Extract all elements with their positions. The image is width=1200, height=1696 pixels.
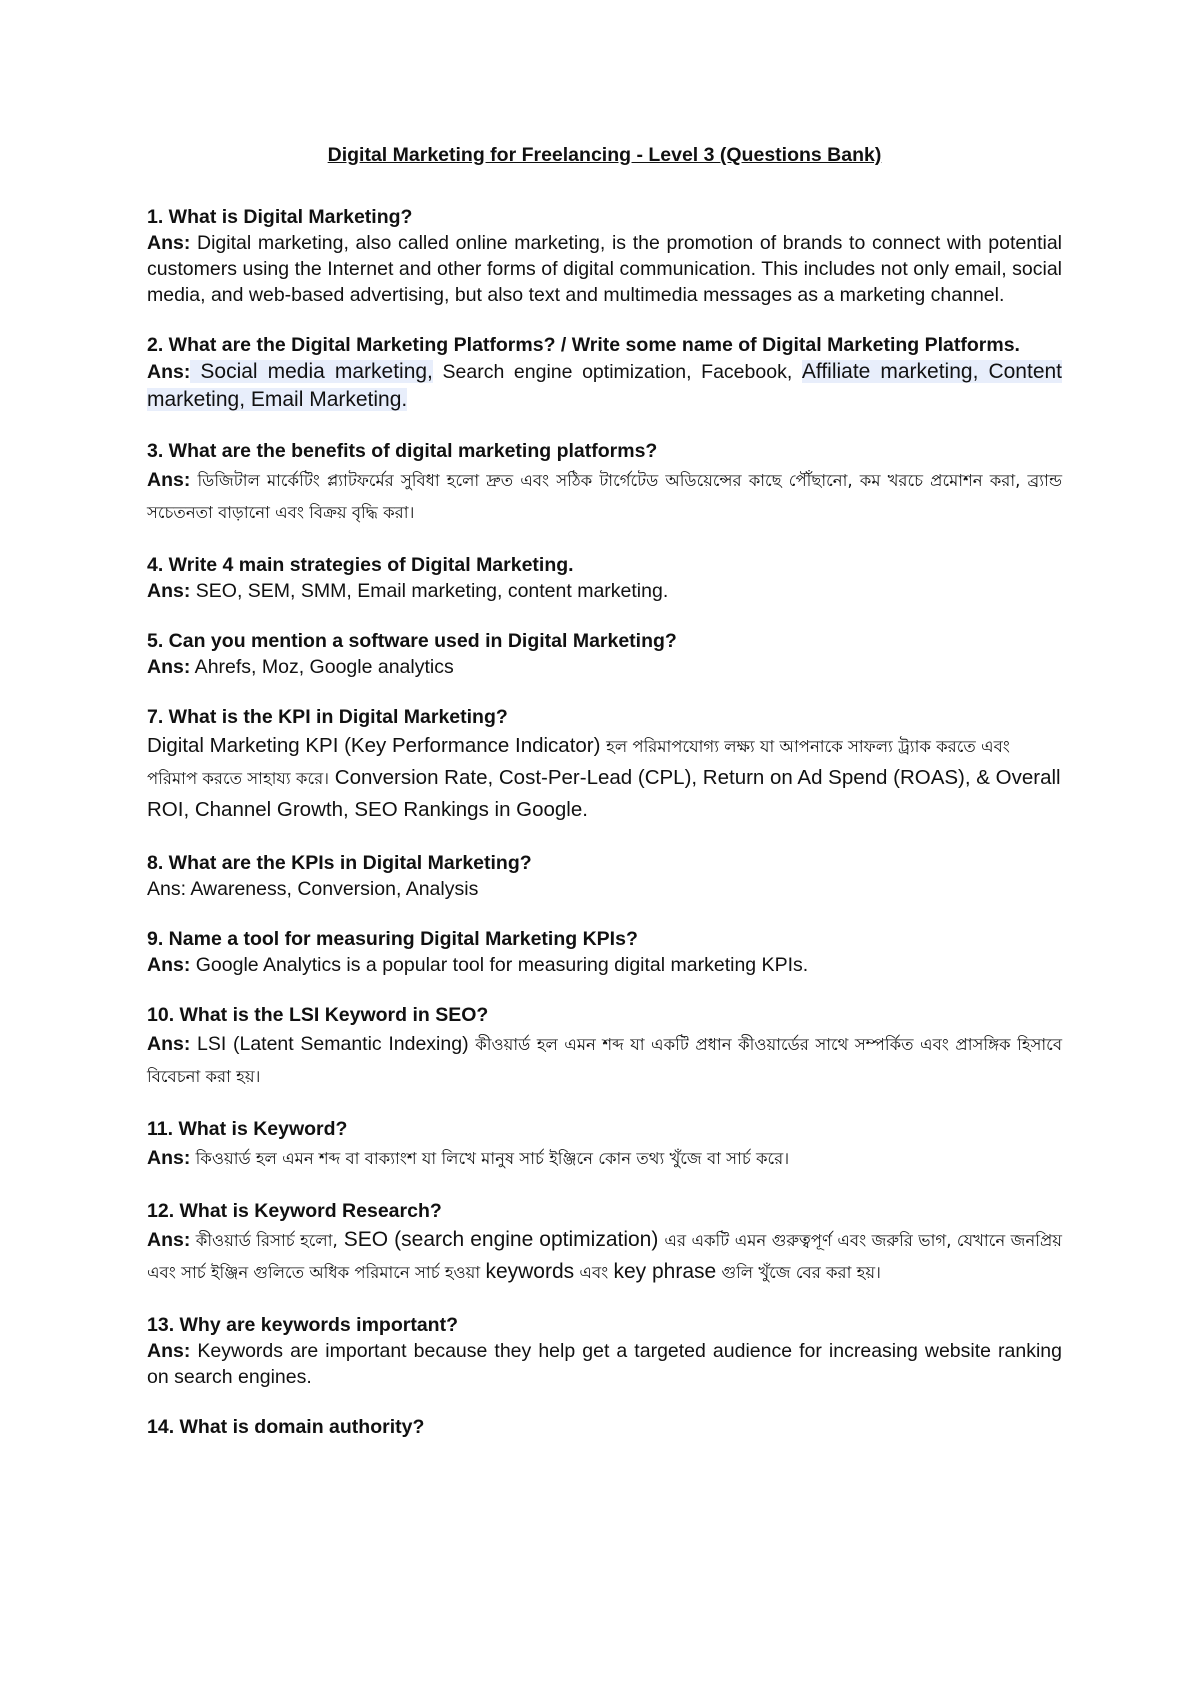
answer-label: Ans: [147, 1033, 191, 1055]
answer-text-bengali: এবং [574, 1263, 614, 1282]
answer-text: LSI (Latent Semantic Indexing) [190, 1033, 476, 1055]
highlighted-text: Affiliate marketing, Content marketing, Email Marketing. [147, 360, 1063, 411]
answer-text: Google Analytics is a popular tool for measuring digital marketing KPIs. [190, 954, 809, 976]
answer [147, 1338, 1062, 1390]
answer-text: Ahrefs, Moz, Google analytics [190, 656, 454, 678]
answer-text: SEO, SEM, SMM, Email marketing, content marketing. [190, 580, 669, 602]
question: 12. What is Keyword Research? [147, 1200, 442, 1222]
qa-item-13 [147, 1312, 1062, 1390]
qa-item-5 [147, 628, 1062, 680]
answer-text: keywords [485, 1260, 575, 1283]
question: 1. What is Digital Marketing? [147, 206, 413, 228]
question: 14. What is domain authority? [147, 1416, 425, 1438]
answer-text: Conversion Rate, Cost-Per-Lead (CPL), Return on Ad Spend (ROAS), & Overall ROI, Channel Growth, SEO Rankings in Google. [147, 766, 1061, 821]
answer-text-bengali: এর একটি এমন গুরুত্বপূর্ণ এবং জরুরি ভাগ, যেখানে জনপ্রিয় এবং সার্চ ইঞ্জিন গুলিতে অধিক পরিমানে সার্চ হওয়া [147, 1231, 1062, 1282]
answer [147, 1142, 1062, 1174]
answer-text: Search engine optimization, Facebook, [432, 361, 802, 383]
question: 5. Can you mention a software used in Digital Marketing? [147, 630, 677, 652]
qa-item-7 [147, 704, 1062, 826]
answer [147, 1224, 1062, 1288]
question: 4. Write 4 main strategies of Digital Marketing. [147, 554, 574, 576]
answer [147, 230, 1062, 308]
answer-text-bengali: কিওয়ার্ড হল এমন শব্দ বা বাক্যাংশ যা লিখে মানুষ সার্চ ইঞ্জিনে কোন তথ্য খুঁজে বা সার্চ করে। [190, 1149, 790, 1168]
qa-item-8 [147, 850, 1062, 902]
answer [147, 876, 1062, 902]
qa-item-10 [147, 1002, 1062, 1092]
qa-item-3 [147, 438, 1062, 528]
question: 13. Why are keywords important? [147, 1314, 459, 1336]
answer-text: SEO (search engine optimization) [337, 1228, 665, 1251]
answer-text-bengali: কীওয়ার্ড রিসার্চ হলো, [190, 1231, 338, 1250]
answer-label: Ans: [147, 878, 187, 900]
question: 9. Name a tool for measuring Digital Marketing KPIs? [147, 928, 638, 950]
document-title: Digital Marketing for Freelancing - Level 3 (Questions Bank) [327, 144, 882, 166]
answer [147, 358, 1062, 414]
answer-text: Keywords are important because they help get a targeted audience for increasing website ranking on search engines. [147, 1340, 1062, 1388]
qa-item-9 [147, 926, 1062, 978]
answer [147, 654, 1062, 680]
answer-text-bengali: ডিজিটাল মার্কেটিং প্ল্যাটফর্মের সুবিধা হলো দ্রুত এবং সঠিক টার্গেটেড অডিয়েন্সের কাছে পৌঁছানো, কম খরচে প্রমোশন করা, ব্র্যান্ড সচেতনতা বাড়ানো এবং বিক্রয় বৃদ্ধি করা। [147, 471, 1062, 522]
qa-item-4 [147, 552, 1062, 604]
answer-label: Ans: [147, 1340, 191, 1362]
question: 2. What are the Digital Marketing Platforms? / Write some name of Digital Marketing Platforms. [147, 334, 1020, 356]
answer [147, 464, 1062, 528]
qa-item-2 [147, 332, 1062, 414]
answer [147, 952, 1062, 978]
answer-label: Ans: [147, 232, 191, 254]
answer-text-bengali: হল পরিমাপযোগ্য লক্ষ্য যা আপনাকে সাফল্য ট্র্যাক করতে এবং পরিমাপ করতে সাহায্য করে। [147, 737, 1010, 788]
qa-item-14 [147, 1414, 1062, 1440]
answer-label: Ans: [147, 656, 191, 678]
answer-text-bengali: কীওয়ার্ড হল এমন শব্দ যা একটি প্রধান কীওয়ার্ডের সাথে সম্পর্কিত এবং প্রাসঙ্গিক হিসাবে বিবেচনা করা হয়। [147, 1035, 1062, 1086]
answer-text-bengali: গুলি খুঁজে বের করা হয়। [716, 1263, 881, 1282]
answer-label: Ans: [147, 469, 191, 491]
question: 7. What is the KPI in Digital Marketing? [147, 706, 508, 728]
answer [147, 578, 1062, 604]
question: 11. What is Keyword? [147, 1118, 348, 1140]
answer-label: Ans: [147, 361, 191, 383]
qa-item-11 [147, 1116, 1062, 1174]
answer-label: Ans: [147, 954, 191, 976]
answer-text: Digital marketing, also called online marketing, is the promotion of brands to connect with potential customers using the Internet and other forms of digital communication. This includes not only email, social media, and web-based advertising, but also text and multimedia messages as a marketing channel. [147, 232, 1062, 306]
answer-text: Awareness, Conversion, Analysis [186, 878, 479, 900]
answer-label: Ans: [147, 580, 191, 602]
answer [147, 730, 1062, 826]
highlighted-text: Social media marketing, [190, 360, 433, 383]
qa-item-1 [147, 204, 1062, 308]
qa-item-12 [147, 1198, 1062, 1288]
question: 8. What are the KPIs in Digital Marketing? [147, 852, 532, 874]
question: 10. What is the LSI Keyword in SEO? [147, 1004, 489, 1026]
answer [147, 1028, 1062, 1092]
answer-text: key phrase [613, 1260, 717, 1283]
answer-label: Ans: [147, 1229, 191, 1251]
answer-label: Ans: [147, 1147, 191, 1169]
answer-text: Digital Marketing KPI (Key Performance Indicator) [147, 734, 607, 757]
document-body [147, 142, 1062, 1464]
question: 3. What are the benefits of digital marketing platforms? [147, 440, 658, 462]
